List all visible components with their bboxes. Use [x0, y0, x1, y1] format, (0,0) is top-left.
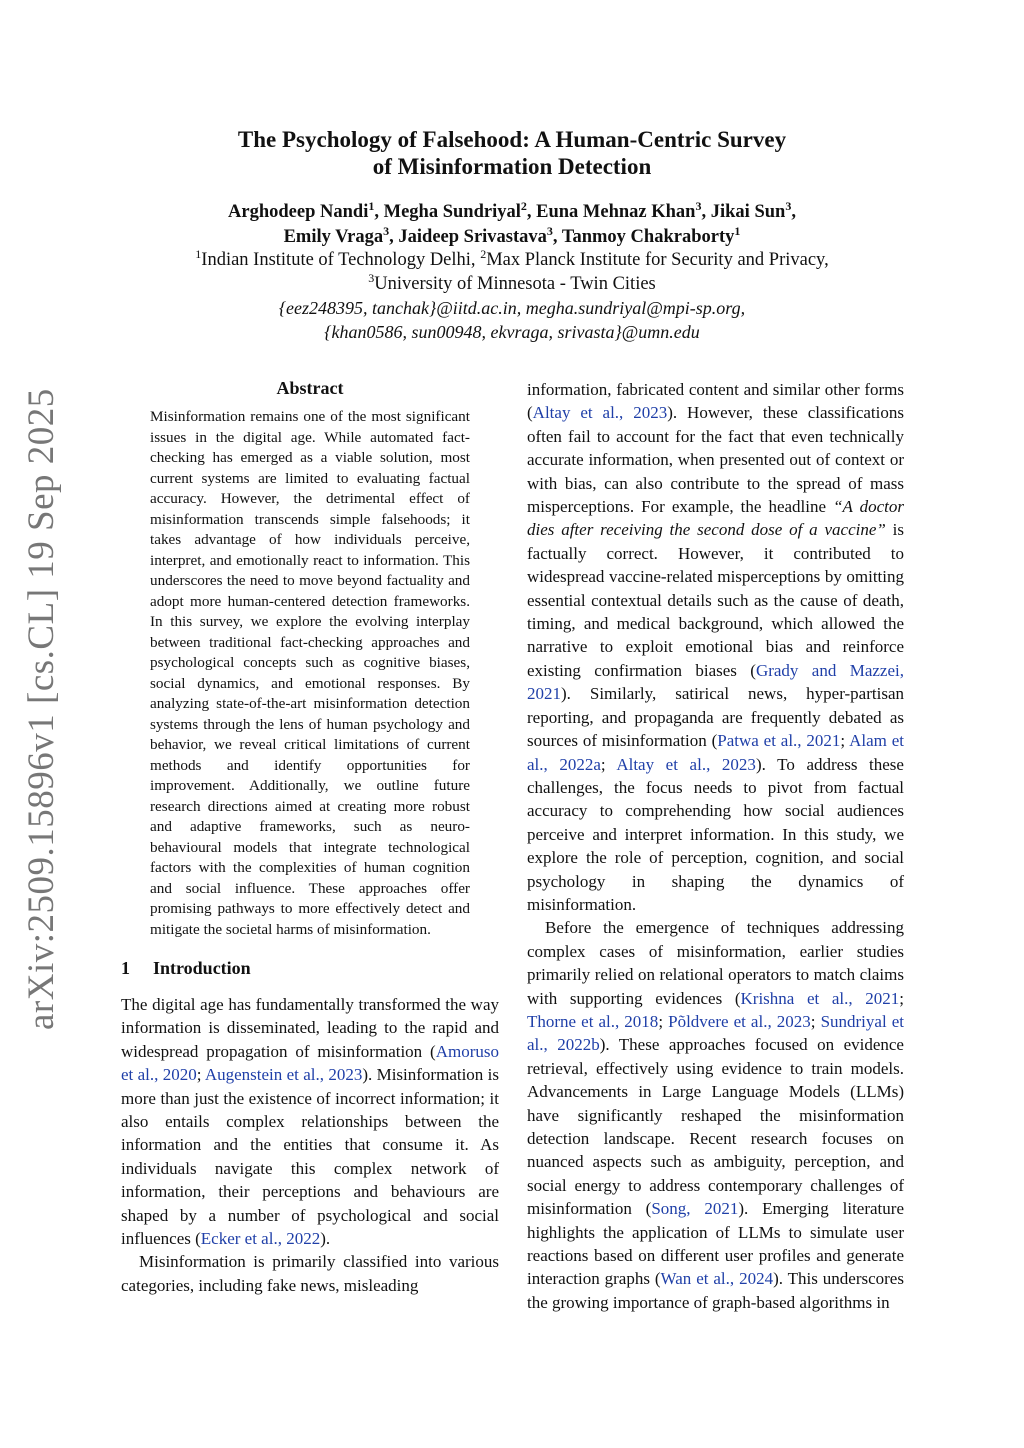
author-name: Jikai Sun: [710, 202, 786, 222]
title-line-2: of Misinformation Detection: [372, 154, 652, 179]
citation-link[interactable]: Altay et al., 2023: [616, 754, 756, 774]
author-name: Emily Vraga: [283, 227, 384, 247]
citation-link[interactable]: Ecker et al., 2022: [200, 1229, 321, 1249]
arxiv-identifier: arXiv:2509.15896v1 [cs.CL] 19 Sep 2025: [21, 388, 62, 1030]
author-list: [112, 200, 912, 250]
citation-link[interactable]: Wan et al., 2024: [660, 1269, 774, 1289]
section-heading: [121, 958, 499, 979]
body-paragraph: Before the emergence of techniques addressing complex cases of misinformation, earlier studies primarily relied on relational operators to match claims with supporting evidences (Krishna et al., 2021; Thorne et al., 2018; Põldvere et al., 2023; Sundriyal et al., 2022b). These approaches focused on evidence retrieval, effectively using evidence to train models. Advancements in Large Language Models (LLMs) have significantly reshaped the misinformation detection landscape. Recent research focuses on nuanced aspects such as ambiguity, perception, and social energy to address contemporary challenges of misinformation (Song, 2021). Emerging literature highlights the application of LLMs to simulate user reactions based on different user profiles and generate interaction graphs (Wan et al., 2024). This underscores the growing importance of graph-based algorithms in: [527, 918, 904, 1312]
citation-link[interactable]: Põldvere et al., 2023: [668, 1011, 811, 1031]
citation-link[interactable]: Altay et al., 2023: [532, 403, 668, 423]
citation-link[interactable]: Sundriyal et al., 2022b: [527, 1011, 904, 1055]
affiliation-name: Indian Institute of Technology Delhi,: [201, 250, 481, 270]
affiliation-mark: 3: [368, 270, 375, 285]
abstract-heading: Abstract: [276, 378, 344, 398]
body-paragraph: The digital age has fundamentally transformed the way information is disseminated, leading to the rapid and widespread propagation of misinformation (Amoruso et al., 2020; Augenstein et al., 2023). Misinformation is more than just the existence of incorrect information; it also entails complex relationships between the information and the entities that consume it. As individuals navigate this complex network of information, their perceptions and behaviours are shaped by a number of psychological and social influences (Ecker et al., 2022).: [121, 995, 499, 1249]
authors-line-1: Arghodeep Nandi$^1$, Megha Sundriyal$^2$, Euna Mehnaz Khan$^3$, Jikai Sun$^3$,: [228, 198, 796, 222]
author-name: Tanmoy Chakraborty: [561, 227, 735, 247]
right-column: [527, 378, 904, 1314]
emails-line-1: {eez248395, tanchak}@iitd.ac.in, megha.sundriyal@mpi-sp.org,: [278, 298, 746, 318]
author-name: Megha Sundriyal: [383, 202, 521, 222]
section-number: 1: [121, 958, 130, 978]
author-affiliation-mark: 3: [785, 198, 792, 213]
author-affiliation-mark: 3: [383, 223, 390, 238]
affiliation-mark: 2: [480, 246, 487, 261]
title-line-1: The Psychology of Falsehood: A Human-Centric Survey: [237, 127, 787, 152]
left-body: [121, 993, 499, 1297]
author-name: Jaideep Srivastava: [398, 227, 547, 247]
citation-link[interactable]: Patwa et al., 2021: [717, 731, 841, 751]
quoted-headline: “A doctor dies after receiving the second dose of a vaccine”: [527, 497, 904, 540]
citation-link[interactable]: Grady and Mazzei, 2021: [527, 660, 904, 704]
author-affiliation-mark: 3: [546, 223, 553, 238]
citation-link[interactable]: Amoruso et al., 2020: [121, 1041, 499, 1085]
body-paragraph: information, fabricated content and similar other forms (Altay et al., 2023). However, these classifications often fail to account for the fact that even technically accurate information, when presented out of context or with bias, can also contribute to the spread of mass misperceptions. For example, the headline “A doctor dies after receiving the second dose of a vaccine” is factually correct. However, it contributed to widespread vaccine-related misperceptions by omitting essential contextual details such as the cause of death, timing, and medical background, which allowed the narrative to exploit emotional bias and reinforce existing confirmation biases (Grady and Mazzei, 2021). Similarly, satirical news, hyper-partisan reporting, and propaganda are frequently debated as sources of misinformation (Patwa et al., 2021; Alam et al., 2022a; Altay et al., 2023). To address these challenges, the focus needs to pivot from factual accuracy to comprehending how social audiences perceive and interpret information. In this study, we explore the role of perception, cognition, and social psychology in shaping the dynamics of misinformation.: [527, 380, 904, 914]
citation-link[interactable]: Augenstein et al., 2023: [204, 1065, 363, 1085]
author-name: Euna Mehnaz Khan: [536, 202, 696, 222]
abstract-text: Misinformation remains one of the most significant issues in the digital age. While automated fact-checking has emerged as a viable solution, most current systems are limited to evaluating factual accuracy. However, the detrimental effect of misinformation transcends simple falsehoods; it takes advantage of how individuals perceive, interpret, and emotionally react to information. This underscores the need to move beyond factuality and adopt more human-centered detection frameworks. In this survey, we explore the evolving interplay between traditional fact-checking approaches and psychological concepts such as cognitive biases, social dynamics, and emotional responses. By analyzing state-of-the-art misinformation detection systems through the lens of human psychology and behavior, we reveal critical limitations of current methods and identify opportunities for improvement. Additionally, we outline future research directions aimed at creating more robust and adaptive frameworks, such as neuro-behavioural models that integrate technological factors with the complexities of human cognition and social influence. These approaches offer promising pathways to more effectively detect and mitigate the societal harms of misinformation.: [150, 408, 470, 938]
left-column: [121, 378, 499, 1297]
authors-line-2: Emily Vraga$^3$, Jaideep Srivastava$^3$, Tanmoy Chakraborty$^1$: [283, 223, 741, 247]
author-emails: [112, 296, 912, 344]
section-title: Introduction: [153, 958, 251, 978]
citation-link[interactable]: Krishna et al., 2021: [740, 988, 900, 1008]
paper-title: [112, 126, 912, 180]
author-name: Arghodeep Nandi: [228, 202, 369, 222]
author-affiliation-mark: 2: [520, 198, 527, 213]
citation-link[interactable]: Alam et al., 2022a: [527, 731, 904, 774]
affiliation-mark: 1: [195, 246, 202, 261]
right-body: [527, 378, 904, 1314]
author-affiliation-mark: 1: [368, 198, 375, 213]
author-affiliation-mark: 3: [695, 198, 702, 213]
affiliations-line-1: [112, 248, 912, 272]
affiliation-name: University of Minnesota - Twin Cities: [374, 274, 656, 294]
citation-link[interactable]: Song, 2021: [651, 1199, 739, 1219]
author-affiliation-mark: 1: [734, 223, 741, 238]
body-paragraph: Misinformation is primarily classified into various categories, including fake news, misleading: [121, 1252, 499, 1295]
citation-link[interactable]: Thorne et al., 2018: [527, 1011, 659, 1031]
affiliation-name: Max Planck Institute for Security and Privacy,: [486, 250, 829, 270]
emails-line-2: {khan0586, sun00948, ekvraga, srivasta}@umn.edu: [324, 322, 700, 342]
affiliations: [112, 248, 912, 296]
affiliations-line-2: [112, 272, 912, 296]
